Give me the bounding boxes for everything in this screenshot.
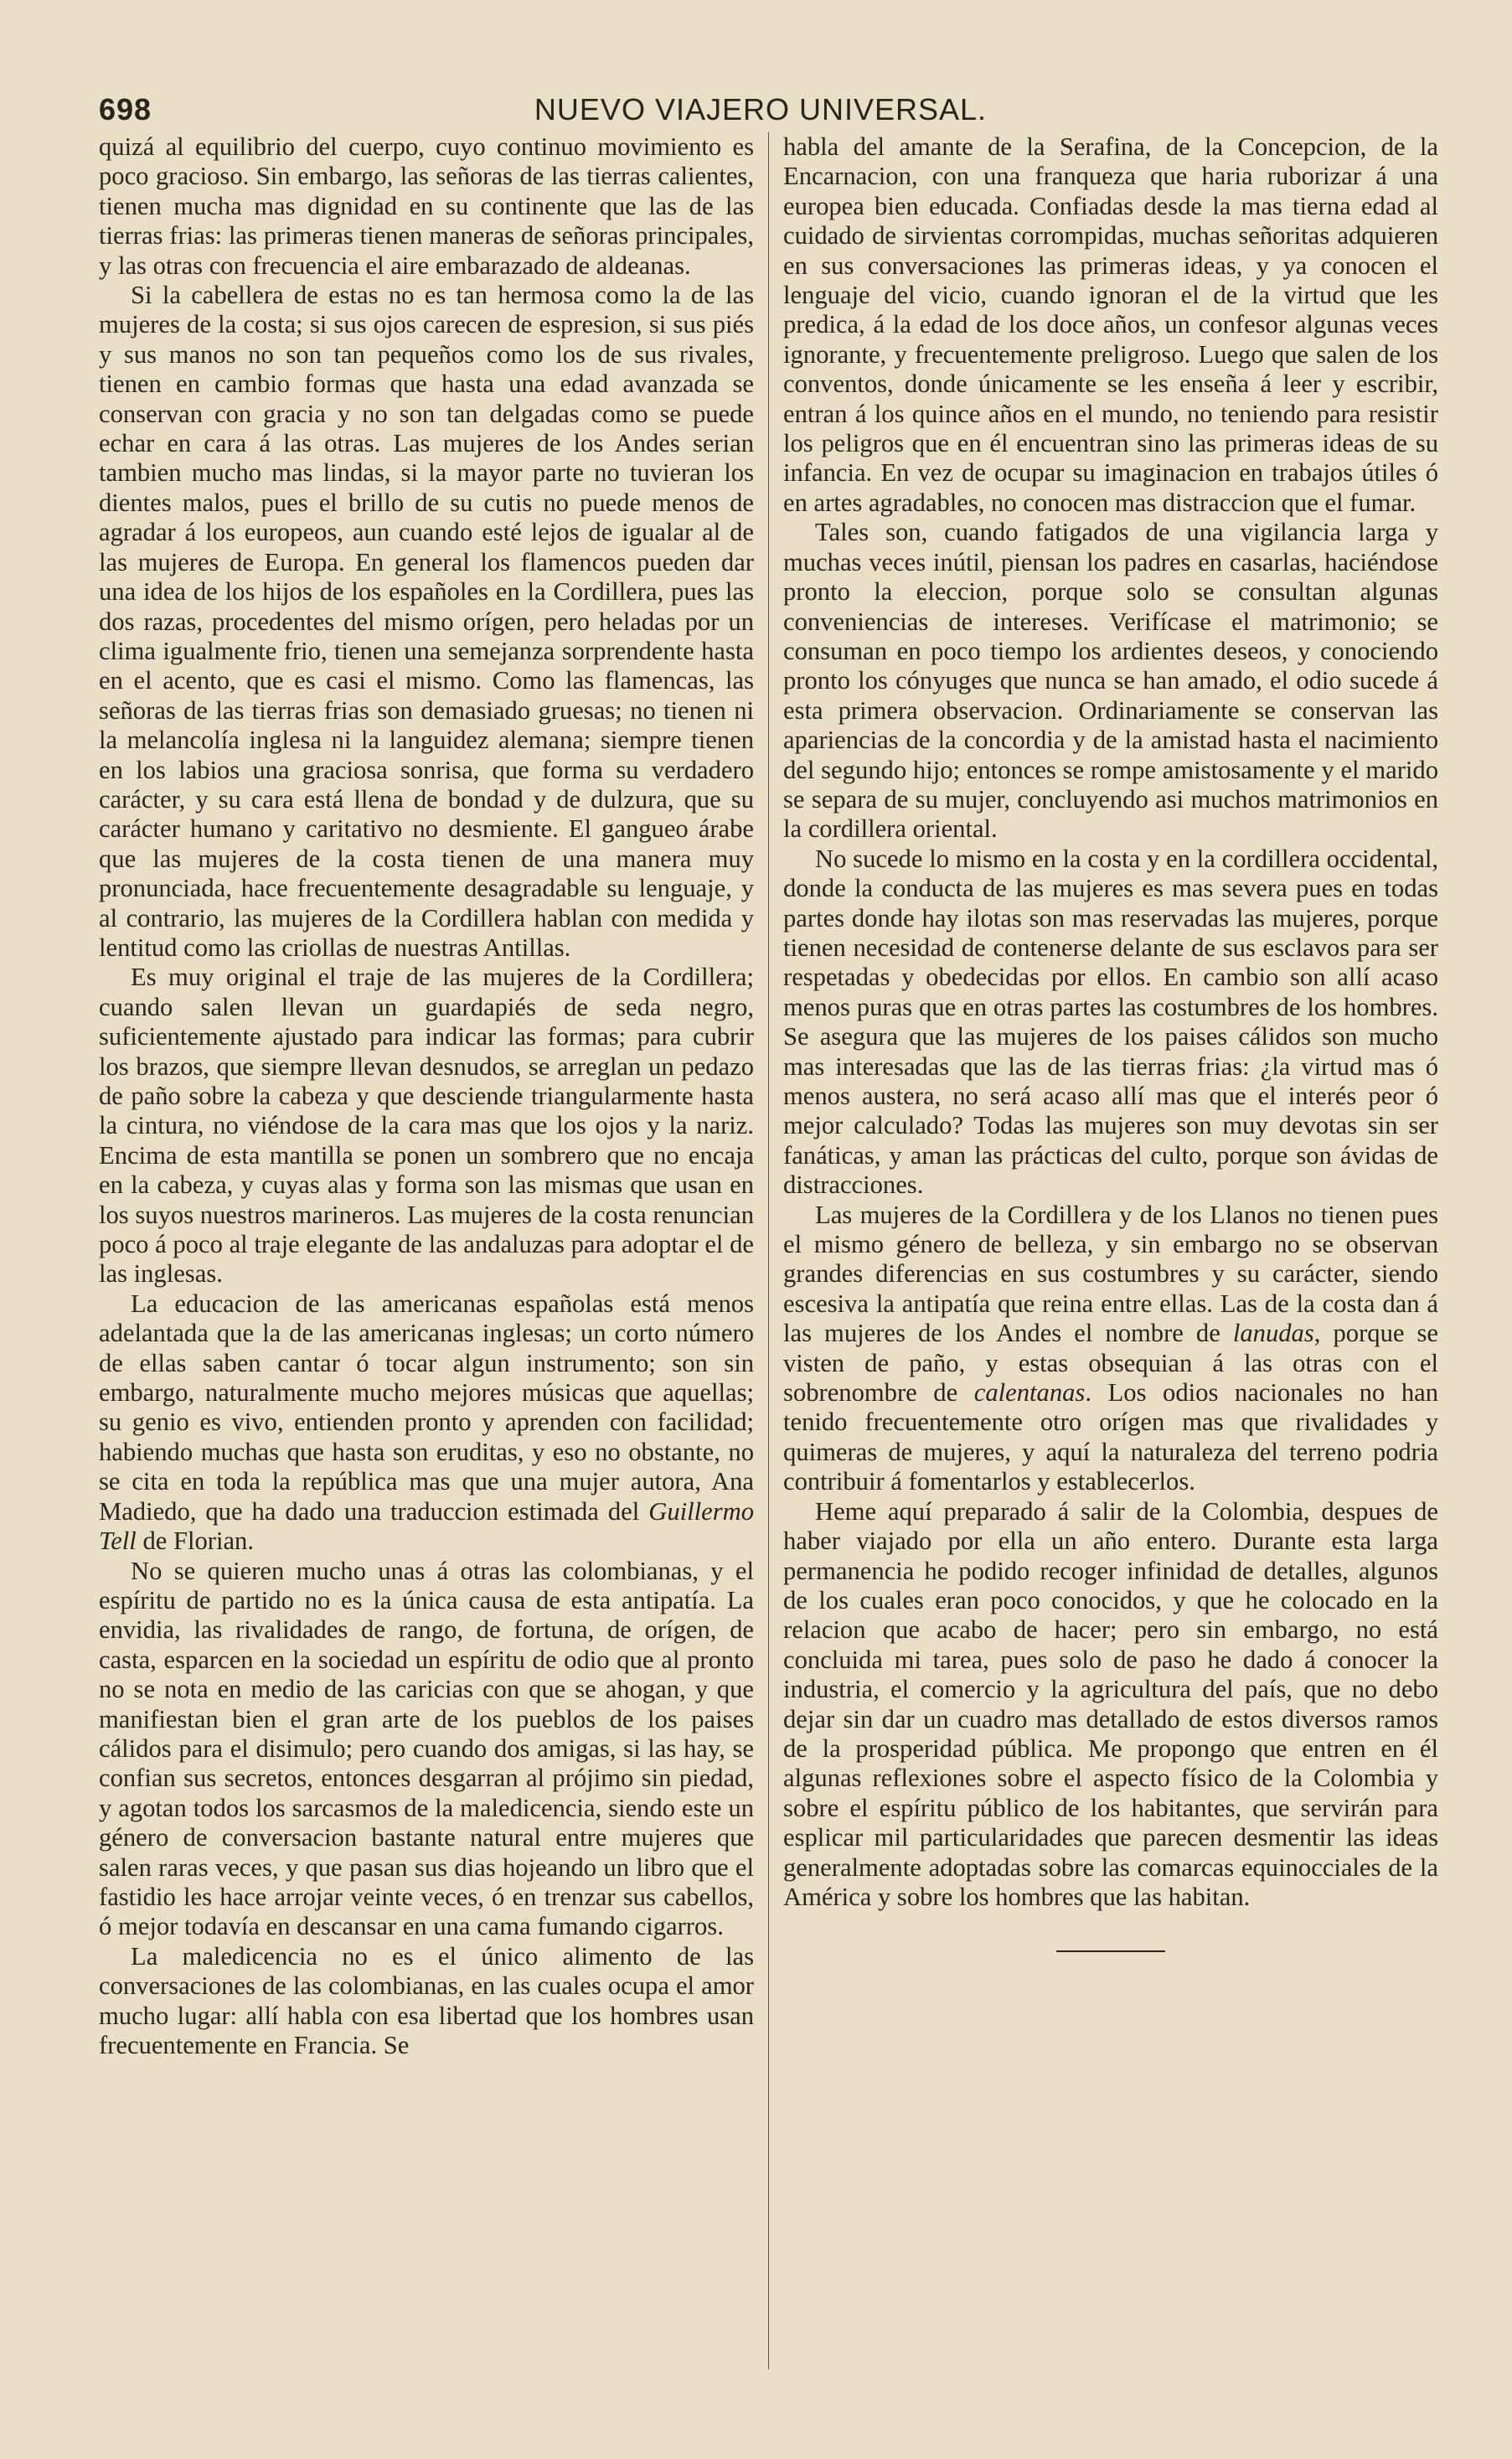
text-run: Las mujeres de la Cordillera y de los Llanos no tienen pues el mismo género de belleza, y sin embargo no se observan grandes diferencias en sus costumbres y su carácter, siendo escesiva la antipatía que reina entre ellas. Las de la costa dan á las mujeres de los Andes el nombre de <box>783 1200 1438 1348</box>
column-divider <box>768 132 769 2369</box>
paragraph <box>99 1289 754 1557</box>
running-title: NUEVO VIAJERO UNIVERSAL. <box>534 92 988 127</box>
paragraph: Tales son, cuando fatigados de una vigilancia larga y muchas veces inútil, piensan los padres en casarlas, haciéndose pronto la eleccion, porque solo se consultan algunas conveniencias de intereses. Verifícase el matrimonio; se consuman en poco tiempo los ardientes deseos, y conociendo pronto los cónyuges que nunca se han amado, el odio sucede á esta primera observacion. Ordinariamente se conservan las apariencias de la concordia y de la amistad hasta el nacimiento del segundo hijo; entonces se rompe amistosamente y el marido se separa de su mujer, concluyendo asi muchos matrimonios en la cordillera oriental. <box>783 518 1438 844</box>
left-column <box>99 132 754 2378</box>
paragraph: habla del amante de la Serafina, de la Concepcion, de la Encarnacion, con una franqueza que haria ruborizar á una europea bien educada. Confiadas desde la mas tierna edad al cuidado de sirvientas corrompidas, muchas señoritas adquieren en sus conversaciones las primeras ideas, y ya conocen el lenguaje del vicio, cuando ignoran el de la virtud que les predica, á la edad de los doce años, un confesor algunas veces ignorante, y frecuentemente preligroso. Luego que salen de los conventos, donde únicamente se les enseña á leer y escribir, entran á los quince años en el mundo, no teniendo para resistir los peligros que en él encuentran sino las primeras ideas de su infancia. En vez de ocupar su imaginacion en trabajos útiles ó en artes agradables, no conocen mas distraccion que el fumar. <box>783 132 1438 517</box>
paragraph: No se quieren mucho unas á otras las colombianas, y el espíritu de partido no es la única causa de esta antipatía. La envidia, las rivalidades de rango, de fortuna, de orígen, de casta, esparcen en la sociedad un espíritu de odio que al pronto no se nota en medio de las caricias con que se ahogan, y que manifiestan bien el gran arte de los pueblos de los paises cálidos para el disimulo; pero cuando dos amigas, si las hay, se confian sus secretos, entonces desgarran al prójimo sin piedad, y agotan todos los sarcasmos de la maledicencia, siendo este un género de conversacion bastante natural entre mujeres que salen raras veces, y que pasan sus dias hojeando un libro que el fastidio les hace arrojar veinte veces, ó en trenzar sus cabellos, ó mejor todavía en descansar en una cama fumando cigarros. <box>99 1556 754 1941</box>
paragraph: La maledicencia no es el único alimento de las conversaciones de las colombianas, en las cuales ocupa el amor mucho lugar: allí habla con esa libertad que los hombres usan frecuentemente en Francia. Se <box>99 1941 754 2059</box>
italic-term: calentanas <box>973 1378 1086 1408</box>
italic-title: Guillermo Tell <box>99 1496 754 1556</box>
text-run: . Los odios nacionales no han tenido frecuentemente otro orígen mas que rivalidades y quimeras de mujeres, y aquí la naturaleza del terreno podria contribuir á fomentarlos y establecerlos. <box>783 1378 1438 1496</box>
paragraph: Si la cabellera de estas no es tan hermosa como la de las mujeres de la costa; si sus ojos carecen de espresion, si sus piés y sus manos no son tan pequeños como los de sus rivales, tienen en cambio formas que hasta una edad avanzada se conservan con gracia y no son tan delgadas como se puede echar en cara á las otras. Las mujeres de los Andes serian tambien mucho mas lindas, si la mayor parte no tuvieran los dientes malos, pues el brillo de su cutis no puede menos de agradar á los europeos, aun cuando esté lejos de igualar al de las mujeres de Europa. En general los flamencos pueden dar una idea de los hijos de los españoles en la Cordillera, pues las dos razas, procedentes del mismo orígen, pero heladas por un clima igualmente frio, tienen una semejanza sorprendente hasta en el acento, que es casi el mismo. Como las flamencas, las señoras de las tierras frias son demasiado gruesas; no tienen ni la melancolía inglesa ni la languidez alemana; siempre tienen en los labios una graciosa sonrisa, que forma su verdadero carácter, y su cara está llena de bondad y de dulzura, que su carácter humano y caritativo no desmiente. El gangueo árabe que las mujeres de la costa tienen de una manera muy pronunciada, hace frecuentemente desagradable su lenguaje, y al contrario, las mujeres de la Cordillera hablan con medida y lentitud como las criollas de nuestras Antillas. <box>99 281 754 962</box>
text-run: Es muy original el traje de las mujeres de la Cordillera; cuando salen llevan un guardapiés de seda negro, suficientemente ajustado para indicar las formas; para cubrir los brazos, que siempre llevan desnudos, se arreglan un pedazo de paño sobre la cabeza y que desciende triangularmente hasta la cintura, no viéndose de la cara mas que los ojos y la nariz. Encima de esta mantilla se ponen un sombrero que no encaja en la cabeza, y cuyas alas y forma son las mismas que usan en los suyos nuestros marineros. Las mujeres de la costa renuncian poco á poco al traje elegante de las andaluzas para adoptar el de las inglesas. <box>99 963 754 1289</box>
paragraph: quizá al equilibrio del cuerpo, cuyo continuo movimiento es poco gracioso. Sin embargo, las señoras de las tierras calientes, tienen mucha mas dignidad en su continente que las de las tierras frias: las primeras tienen maneras de señoras principales, y las otras con frecuencia el aire embarazado de aldeanas. <box>99 132 754 280</box>
paragraph: No sucede lo mismo en la costa y en la cordillera occidental, donde la conducta de las mujeres es mas severa pues en todas partes donde hay ilotas son mas reservadas las mujeres, porque tienen necesidad de contenerse delante de sus esclavos para ser respetadas y obedecidas por ellos. En cambio son allí acaso menos puras que en otras partes las costumbres de los hombres. Se asegura que las mujeres de los paises cálidos son mucho mas interesadas que las de las tierras frias: ¿la virtud mas ó menos austera, no será acaso allí mas que el interés peor ó mejor calculado? Todas las mujeres son muy devotas sin ser fanáticas, y aman las prácticas del culto, porque son ávidas de distracciones. <box>783 844 1438 1200</box>
paragraph <box>99 963 754 1289</box>
italic-term: lanudas <box>1232 1319 1314 1348</box>
text-run: , porque se visten de paño, y estas obsequian á las otras con el sobrenombre de <box>783 1319 1438 1408</box>
paragraph: Heme aquí preparado á salir de la Colombia, despues de haber viajado por ella un año entero. Durante esta larga permanencia he podido recoger infinidad de detalles, algunos de los cuales eran poco conocidos, y que he colocado en la relacion que acabo de hacer; pero sin embargo, no está concluida mi tarea, pues solo de paso he dado á conocer la industria, el comercio y la agricultura del país, que no debo dejar sin dar un cuadro mas detallado de estos diversos ramos de la prosperidad pública. Me propongo que entren en él algunas reflexiones sobre el aspecto físico de la Colombia y sobre el espíritu público de los habitantes, que servirán para esplicar mil particularidades que parecen desmentir las ideas generalmente adoptadas sobre las comarcas equinocciales de la América y sobre los hombres que las habitan. <box>783 1496 1438 1911</box>
end-rule <box>1056 1950 1165 1952</box>
page-number: 698 <box>99 92 152 127</box>
text-run: de Florian. <box>136 1527 254 1556</box>
paragraph <box>783 1201 1438 1497</box>
page-header <box>99 92 1422 132</box>
text-run: La educacion de las americanas españolas está menos adelantada que la de las americanas inglesas; un corto número de ellas saben cantar ó tocar algun instrumento; son sin embargo, naturalmente mucho mejores músicas que aquellas; su genio es vivo, entienden pronto y aprenden con facilidad; habiendo muchas que hasta son eruditas, y eso no obstante, no se cita en toda la república mas que una mujer autora, Ana Madiedo, que ha dado una traduccion estimada del <box>99 1289 754 1526</box>
right-column <box>783 132 1438 2378</box>
